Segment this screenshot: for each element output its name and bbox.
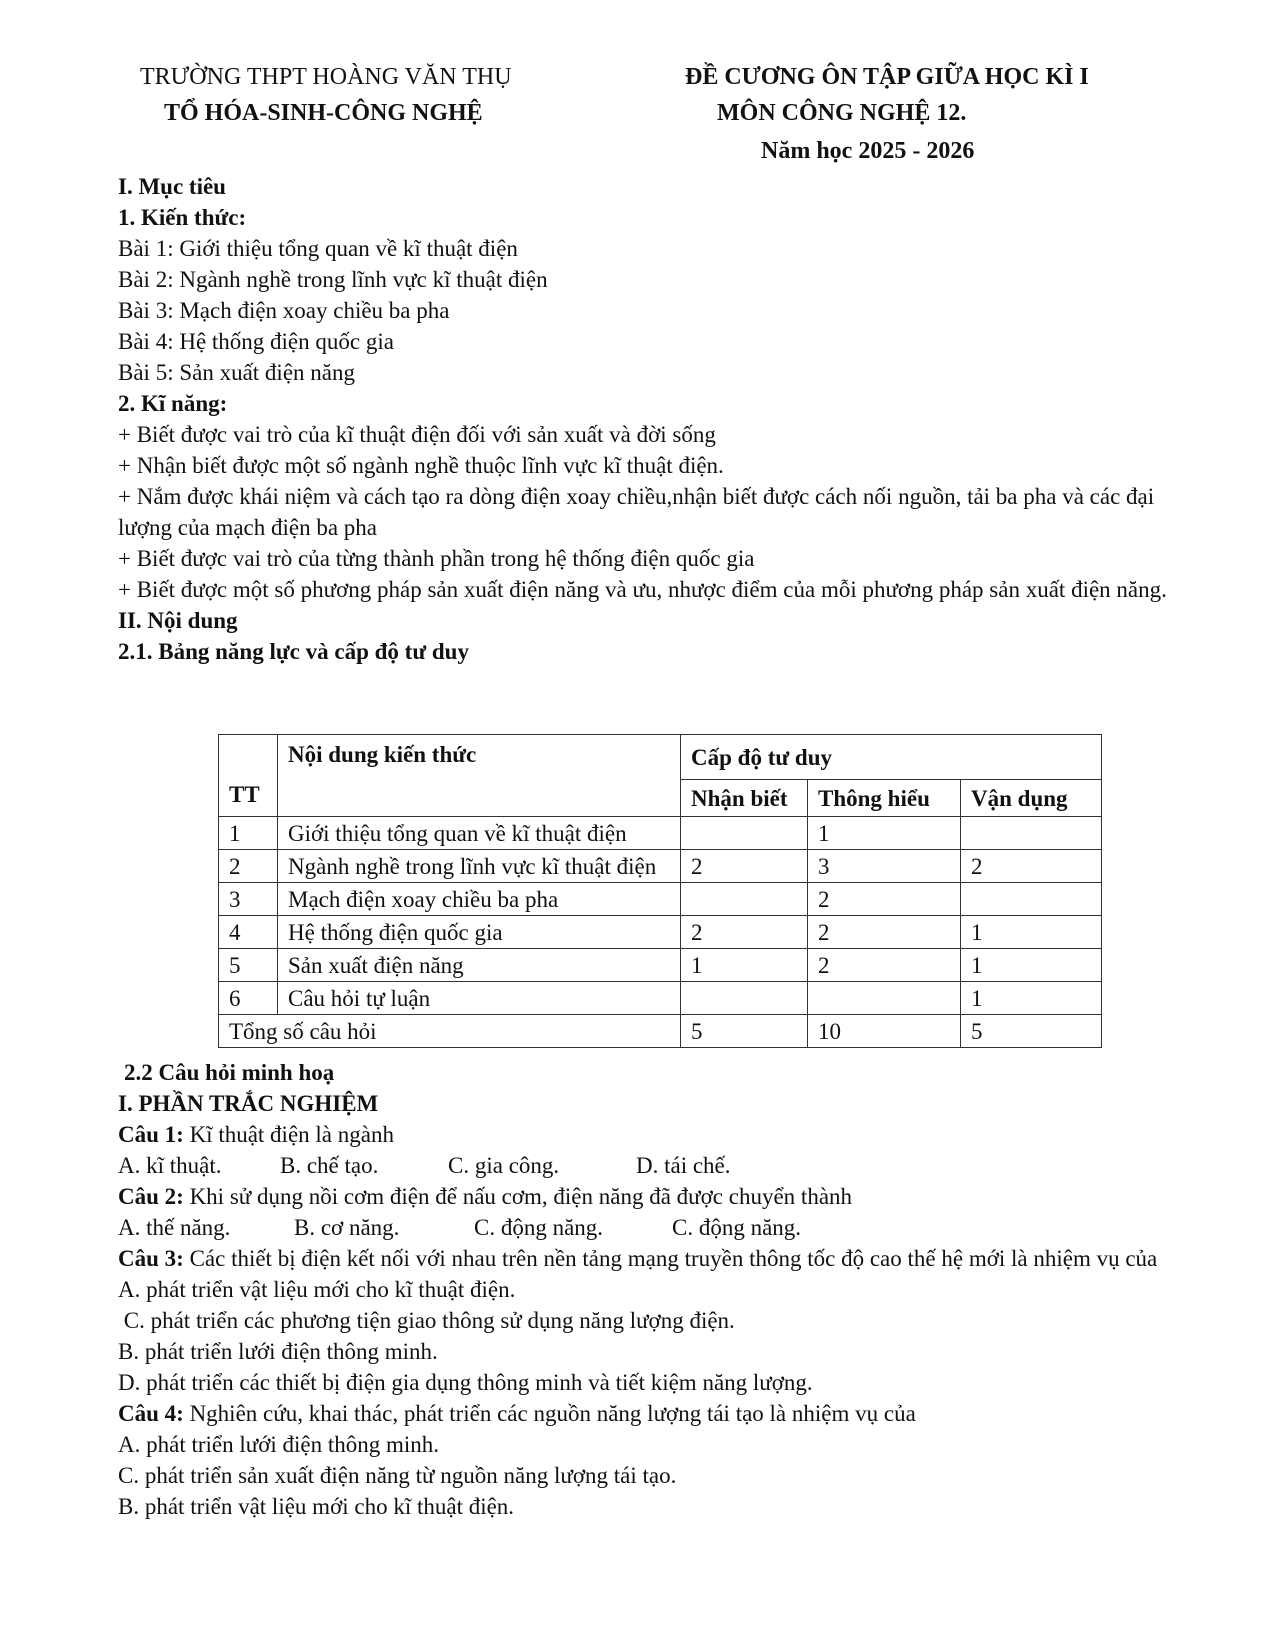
- lesson-item: Bài 1: Giới thiệu tổng quan về kĩ thuật điện: [118, 236, 518, 261]
- objectives-heading: I. Mục tiêu: [118, 174, 226, 199]
- question-1-options: [118, 1150, 1178, 1181]
- option: B. chế tạo.: [280, 1153, 379, 1178]
- option: D. tái chế.: [636, 1153, 731, 1178]
- department-name: TỔ HÓA-SINH-CÔNG NGHỆ: [164, 100, 483, 126]
- cell-recognize: [681, 982, 808, 1015]
- skill-item: + Nắm được khái niệm và cách tạo ra dòng điện xoay chiều,nhận biết được cách nối nguồn, tải ba pha và các đại lượng của mạch điện ba pha: [118, 484, 1155, 540]
- lesson-item: Bài 3: Mạch điện xoay chiều ba pha: [118, 298, 450, 323]
- questions-section: [118, 1057, 1178, 1522]
- cell-total-apply: 5: [961, 1015, 1102, 1048]
- cell-recognize: 2: [681, 916, 808, 949]
- cell-content: Giới thiệu tổng quan về kĩ thuật điện: [278, 817, 681, 850]
- lesson-item: Bài 5: Sản xuất điện năng: [118, 360, 355, 385]
- question-label: Câu 3:: [118, 1246, 184, 1271]
- examples-heading: 2.2 Câu hỏi minh hoạ: [124, 1060, 335, 1085]
- question-label: Câu 2:: [118, 1184, 184, 1209]
- table-row: [219, 982, 1102, 1015]
- col-header-apply: Vận dụng: [961, 780, 1102, 817]
- cell-tt: 6: [219, 982, 278, 1015]
- question-text: Nghiên cứu, khai thác, phát triển các nguồn năng lượng tái tạo là nhiệm vụ của: [183, 1401, 916, 1426]
- cell-content: Mạch điện xoay chiều ba pha: [278, 883, 681, 916]
- option: A. phát triển vật liệu mới cho kĩ thuật điện.: [118, 1277, 516, 1302]
- objectives-section: [118, 171, 1178, 667]
- option: C. động năng.: [474, 1215, 604, 1240]
- school-name: TRƯỜNG THPT HOÀNG VĂN THỤ: [140, 64, 512, 90]
- cell-total-label: Tổng số câu hỏi: [219, 1015, 681, 1048]
- question-text: Các thiết bị điện kết nối với nhau trên nền tảng mạng truyền thông tốc độ cao thế hệ mới là nhiệm vụ của: [183, 1246, 1158, 1271]
- mc-heading: I. PHẦN TRẮC NGHIỆM: [118, 1091, 379, 1116]
- cell-tt: 5: [219, 949, 278, 982]
- table-total-row: [219, 1015, 1102, 1048]
- option: A. phát triển lưới điện thông minh.: [118, 1432, 440, 1457]
- option: B. cơ năng.: [294, 1215, 400, 1240]
- option: D. phát triển các thiết bị điện gia dụng thông minh và tiết kiệm năng lượng.: [118, 1370, 813, 1395]
- lesson-item: Bài 4: Hệ thống điện quốc gia: [118, 329, 394, 354]
- school-year: Năm học 2025 - 2026: [761, 138, 975, 164]
- skill-item: + Biết được vai trò của từng thành phần trong hệ thống điện quốc gia: [118, 546, 755, 571]
- question-text: Khi sử dụng nồi cơm điện để nấu cơm, điện năng đã được chuyển thành: [183, 1184, 853, 1209]
- question-label: Câu 1:: [118, 1122, 184, 1147]
- cell-apply: 2: [961, 850, 1102, 883]
- cell-understand: [808, 982, 961, 1015]
- table-row: [219, 817, 1102, 850]
- cell-recognize: [681, 817, 808, 850]
- subject-name: MÔN CÔNG NGHỆ 12.: [717, 100, 967, 126]
- cell-tt: 2: [219, 850, 278, 883]
- cell-apply: 1: [961, 982, 1102, 1015]
- cell-tt: 3: [219, 883, 278, 916]
- cell-recognize: [681, 883, 808, 916]
- question-2-options: [118, 1212, 1178, 1243]
- content-heading: II. Nội dung: [118, 608, 238, 633]
- option: B. phát triển vật liệu mới cho kĩ thuật điện.: [118, 1494, 515, 1519]
- cell-content: Sản xuất điện năng: [278, 949, 681, 982]
- option: C. gia công.: [448, 1153, 560, 1178]
- option: B. phát triển lưới điện thông minh.: [118, 1339, 438, 1364]
- cell-tt: 1: [219, 817, 278, 850]
- cell-content: Ngành nghề trong lĩnh vực kĩ thuật điện: [278, 850, 681, 883]
- cell-recognize: 2: [681, 850, 808, 883]
- cell-apply: 1: [961, 949, 1102, 982]
- cell-understand: 2: [808, 883, 961, 916]
- question-3: [118, 1243, 1178, 1274]
- col-header-level: Cấp độ tư duy: [681, 735, 1102, 780]
- cell-understand: 2: [808, 916, 961, 949]
- skills-heading: 2. Kĩ năng:: [118, 391, 228, 416]
- cell-apply: [961, 883, 1102, 916]
- option: A. thế năng.: [118, 1215, 231, 1240]
- table-row: [219, 883, 1102, 916]
- skill-item: + Biết được vai trò của kĩ thuật điện đối với sản xuất và đời sống: [118, 422, 716, 447]
- cell-tt: 4: [219, 916, 278, 949]
- cell-understand: 2: [808, 949, 961, 982]
- skill-item: + Biết được một số phương pháp sản xuất điện năng và ưu, nhược điểm của mỗi phương pháp sản xuất điện năng.: [118, 577, 1167, 602]
- cell-understand: 1: [808, 817, 961, 850]
- competency-table: [218, 734, 1102, 1048]
- col-header-tt: TT: [219, 735, 278, 817]
- question-2: [118, 1181, 1178, 1212]
- cell-content: Hệ thống điện quốc gia: [278, 916, 681, 949]
- cell-recognize: 1: [681, 949, 808, 982]
- table-row: [219, 916, 1102, 949]
- col-header-content: Nội dung kiến thức: [278, 735, 681, 817]
- option: C. động năng.: [672, 1215, 802, 1240]
- table-row: [219, 949, 1102, 982]
- cell-understand: 3: [808, 850, 961, 883]
- cell-apply: [961, 817, 1102, 850]
- option: A. kĩ thuật.: [118, 1153, 222, 1178]
- question-text: Kĩ thuật điện là ngành: [183, 1122, 394, 1147]
- document-title: ĐỀ CƯƠNG ÔN TẬP GIỮA HỌC KÌ I: [685, 64, 1089, 90]
- col-header-understand: Thông hiểu: [808, 780, 961, 817]
- cell-total-recognize: 5: [681, 1015, 808, 1048]
- option: C. phát triển sản xuất điện năng từ nguồn năng lượng tái tạo.: [118, 1463, 677, 1488]
- table-row: [219, 850, 1102, 883]
- cell-content: Câu hỏi tự luận: [278, 982, 681, 1015]
- cell-total-understand: 10: [808, 1015, 961, 1048]
- question-1: [118, 1119, 1178, 1150]
- col-header-recognize: Nhận biết: [681, 780, 808, 817]
- cell-apply: 1: [961, 916, 1102, 949]
- question-label: Câu 4:: [118, 1401, 184, 1426]
- skill-item: + Nhận biết được một số ngành nghề thuộc lĩnh vực kĩ thuật điện.: [118, 453, 724, 478]
- option: C. phát triển các phương tiện giao thông sử dụng năng lượng điện.: [118, 1308, 735, 1333]
- lesson-item: Bài 2: Ngành nghề trong lĩnh vực kĩ thuật điện: [118, 267, 548, 292]
- table-heading: 2.1. Bảng năng lực và cấp độ tư duy: [118, 639, 469, 664]
- question-4: [118, 1398, 1178, 1429]
- knowledge-heading: 1. Kiến thức:: [118, 205, 247, 230]
